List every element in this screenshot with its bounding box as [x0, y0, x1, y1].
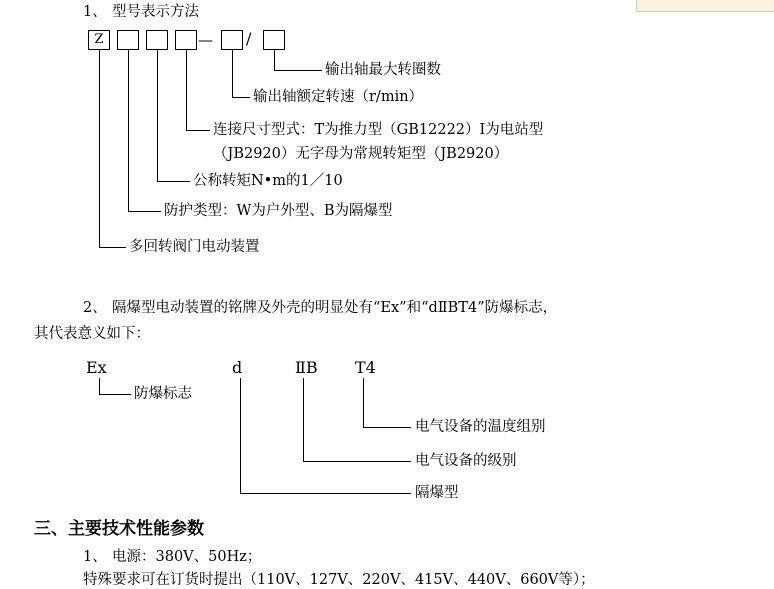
ex-leader-v-2 [240, 378, 241, 493]
model-box-3 [146, 30, 168, 50]
leader-line-h-1 [274, 70, 322, 71]
model-slash-separator: / [246, 29, 252, 48]
section3-item1-number: 1、 [83, 549, 107, 565]
leader-line-h-3 [186, 130, 210, 131]
ex-callout-1: 防爆标志 [134, 386, 192, 402]
callout-1: 输出轴最大转圈数 [325, 62, 441, 78]
leader-line-v-2 [232, 50, 233, 97]
ex-mark-4: T4 [355, 358, 376, 377]
model-box-4 [175, 30, 197, 50]
ex-leader-h-2 [240, 493, 411, 494]
section3-item1-sub: 特殊要求可在订货时提出（110V、127V、220V、415V、440V、660V等）； [83, 572, 595, 588]
section2-line1: 隔爆型电动装置的铭牌及外壳的明显处有“Ex”和“dⅡBT4”防爆标志， [112, 300, 558, 316]
leader-line-v-3 [186, 50, 187, 130]
model-dash-separator: — [198, 31, 213, 49]
callout-3b: （JB2920）无字母为常规转矩型（JB2920） [213, 146, 509, 162]
ex-callout-2: 电气设备的温度组别 [415, 419, 546, 435]
leader-line-v-6 [99, 50, 100, 247]
callout-2: 输出轴额定转速（r/min） [253, 89, 424, 105]
section2-line2: 其代表意义如下： [34, 326, 150, 342]
ex-leader-v-1 [99, 378, 100, 394]
section1-number: 1、 [83, 4, 107, 20]
leader-line-v-1 [274, 50, 275, 70]
leader-line-h-6 [99, 247, 126, 248]
ex-callout-3: 电气设备的级别 [415, 453, 517, 469]
ex-mark-2: d [232, 358, 243, 377]
ex-leader-v-4 [363, 378, 364, 427]
model-box-1: Z [88, 30, 110, 50]
section3-title: 三、主要技术性能参数 [34, 519, 204, 539]
leader-line-h-5 [128, 211, 161, 212]
section3-item1-text: 电源：380V、50Hz； [112, 549, 262, 565]
ex-leader-h-1 [99, 394, 131, 395]
leader-line-v-4 [157, 50, 158, 181]
model-box-5 [221, 30, 243, 50]
model-box-6 [263, 30, 285, 50]
ex-leader-h-4 [363, 427, 411, 428]
callout-4: 公称转矩N•m的1／10 [193, 173, 343, 189]
model-box-2 [117, 30, 139, 50]
page-corner-artifact [636, 0, 774, 12]
section1-title: 型号表示方法 [112, 4, 199, 20]
leader-line-h-2 [232, 97, 250, 98]
leader-line-v-5 [128, 50, 129, 211]
callout-3: 连接尺寸型式：T为推力型（GB12222）I为电站型 [213, 122, 544, 138]
section2-number: 2、 [83, 300, 107, 316]
ex-mark-1: Ex [86, 358, 107, 377]
ex-callout-4: 隔爆型 [415, 485, 459, 501]
callout-6: 多回转阀门电动装置 [129, 239, 260, 255]
ex-mark-3: ⅡB [295, 358, 318, 377]
ex-leader-h-3 [303, 461, 411, 462]
callout-5: 防护类型：W为户外型、B为隔爆型 [164, 203, 393, 219]
leader-line-h-4 [157, 181, 190, 182]
ex-leader-v-3 [303, 378, 304, 461]
